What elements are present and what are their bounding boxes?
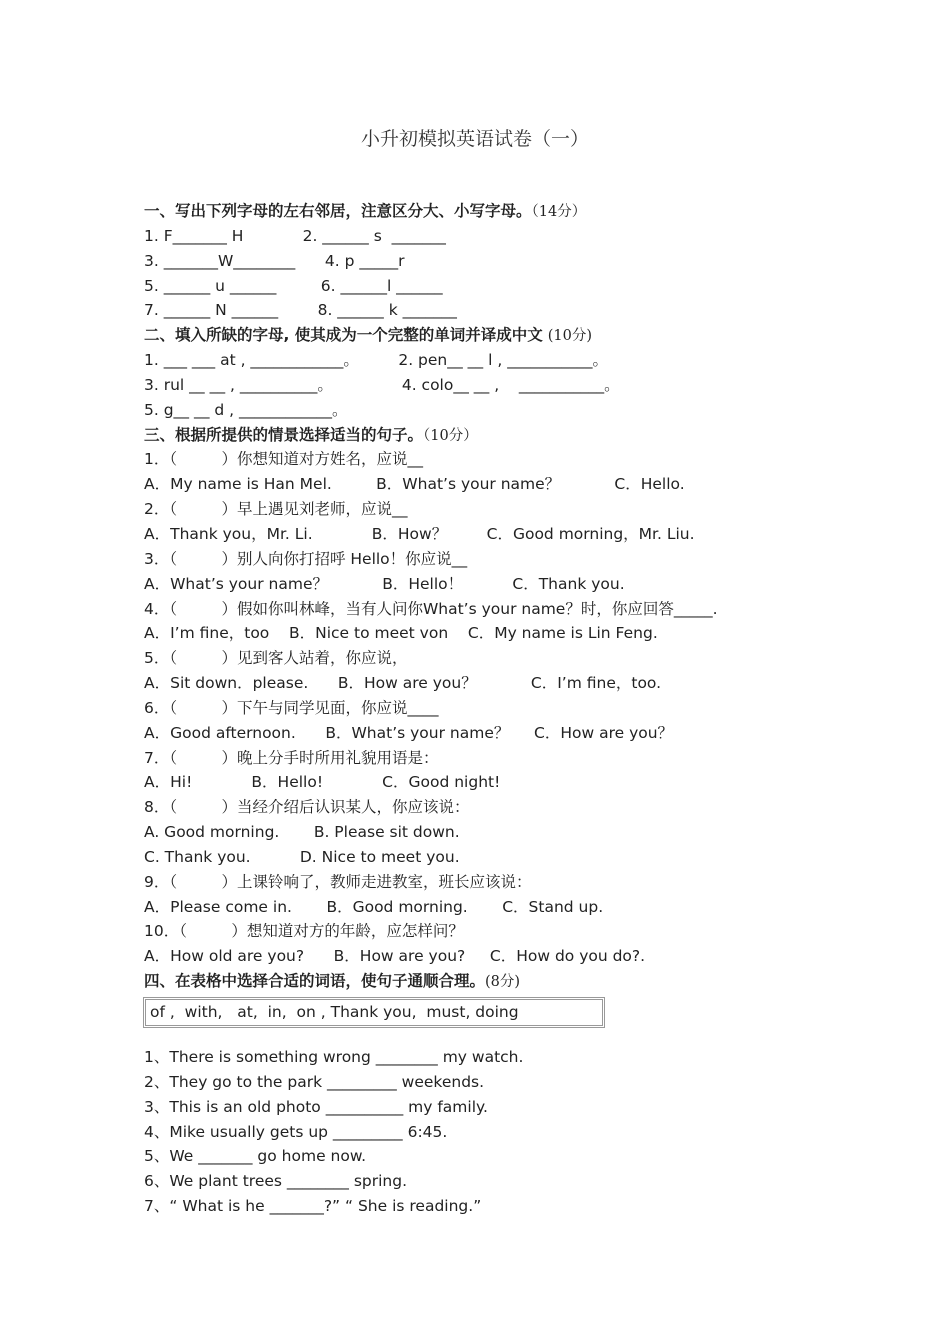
question-prompt: 6．（ ）下午与同学见面，你应说____ <box>144 698 439 717</box>
fill-in-sentences <box>144 1045 844 1219</box>
question-options: A．I’m fine，too B．Nice to meet von C．My name is Lin Feng. <box>144 624 658 643</box>
question-prompt: 3．（ ）别人向你打招呼 Hello！你应说__ <box>144 549 468 568</box>
word-box <box>143 997 605 1028</box>
section3-heading <box>144 423 844 448</box>
page-title: 小升初模拟英语试卷（一） <box>360 128 589 150</box>
question-prompt: 8．（ ）当经介绍后认识某人，你应该说： <box>144 798 470 817</box>
section1-line: 3. _______W________ 4. p _____r <box>144 251 405 270</box>
fill-sentence: 6、We plant trees ________ spring. <box>144 1172 408 1191</box>
question-options: A．What’s your name？ B．Hello！ C．Thank you. <box>144 574 625 593</box>
question-options: A．Good afternoon. B．What’s your name？ C．How are you？ <box>144 723 674 742</box>
question-prompt: 10．（ ）想知道对方的年龄，应怎样问？ <box>144 922 464 941</box>
section2-heading <box>144 323 844 348</box>
exam-content <box>144 199 844 994</box>
section2-line: 3. rul __ __ , __________。 4. colo__ __ , ___________。 <box>144 375 620 394</box>
section2-line: 1. ___ ___ at , ____________。 2. pen__ __ l , ___________。 <box>144 351 608 370</box>
fill-sentence: 2、They go to the park _________ weekends. <box>144 1072 485 1091</box>
fill-sentence: 1、There is something wrong ________ my watch. <box>144 1048 524 1066</box>
question-prompt: 4．（ ）假如你叫林峰，当有人问你What’s your name？时，你应回答_____. <box>144 599 718 618</box>
section4-score: (8分) <box>485 974 521 991</box>
question-options: C. Thank you. D. Nice to meet you. <box>144 847 460 866</box>
section2-line: 5. g__ __ d , ____________。 <box>144 400 348 419</box>
section2-heading-text: 二、填入所缺的字母, 使其成为一个完整的单词并译成中文 <box>144 326 543 345</box>
section1-line: 1. F_______ H 2. ______ s _______ <box>144 226 446 245</box>
section1-line: 5. ______ u ______ 6. ______l ______ <box>144 276 443 295</box>
section4-heading <box>144 969 844 994</box>
section1-heading <box>144 199 844 224</box>
section1-heading-text: 一、写出下列字母的左右邻居，注意区分大、小写字母。 <box>144 202 532 220</box>
fill-sentence: 5、We _______ go home now. <box>144 1147 367 1166</box>
fill-sentence: 4、Mike usually gets up _________ 6:45. <box>144 1122 448 1141</box>
fill-sentence: 7、“ What is he _______?” “ She is reading.” <box>144 1197 482 1216</box>
section3-score: （10分） <box>423 427 478 444</box>
question-prompt: 7．（ ）晚上分手时所用礼貌用语是： <box>144 748 439 767</box>
section1-score: （14分） <box>531 204 587 220</box>
fill-sentence: 3、This is an old photo __________ my family. <box>144 1097 488 1116</box>
question-options: A．How old are you? B．How are you? C．How do you do?. <box>144 947 646 966</box>
word-box-text: of , with, at, in, on , Thank you, must, doing <box>145 999 603 1026</box>
question-prompt: 1．（ ）你想知道对方姓名，应说__ <box>144 450 423 469</box>
question-prompt: 2．（ ）早上遇见刘老师，应说__ <box>144 500 408 519</box>
section4-heading-text: 四、在表格中选择合适的词语，使句子通顺合理。 <box>144 972 486 991</box>
section2-score: (10分) <box>547 328 592 345</box>
question-options: A．My name is Han Mel. B．What’s your name？ C．Hello. <box>144 475 685 494</box>
question-options: A．Hi! B．Hello! C．Good night! <box>144 773 501 792</box>
question-options: A．Please come in. B．Good morning. C．Stand up. <box>144 897 604 916</box>
section1-line: 7. ______ N ______ 8. ______ k _______ <box>144 301 457 320</box>
question-options: A. Good morning. B. Please sit down. <box>144 823 460 842</box>
question-prompt: 5．（ ）见到客人站着，你应说， <box>144 649 408 668</box>
question-prompt: 9．（ ）上课铃响了，教师走进教室，班长应该说： <box>144 872 532 891</box>
question-options: A．Thank you，Mr. Li. B．How？ C．Good morning，Mr. Liu. <box>144 524 695 543</box>
question-options: A．Sit down．please. B．How are you？ C．I’m fine，too. <box>144 674 662 693</box>
section3-heading-text: 三、根据所提供的情景选择适当的句子。 <box>144 425 424 444</box>
